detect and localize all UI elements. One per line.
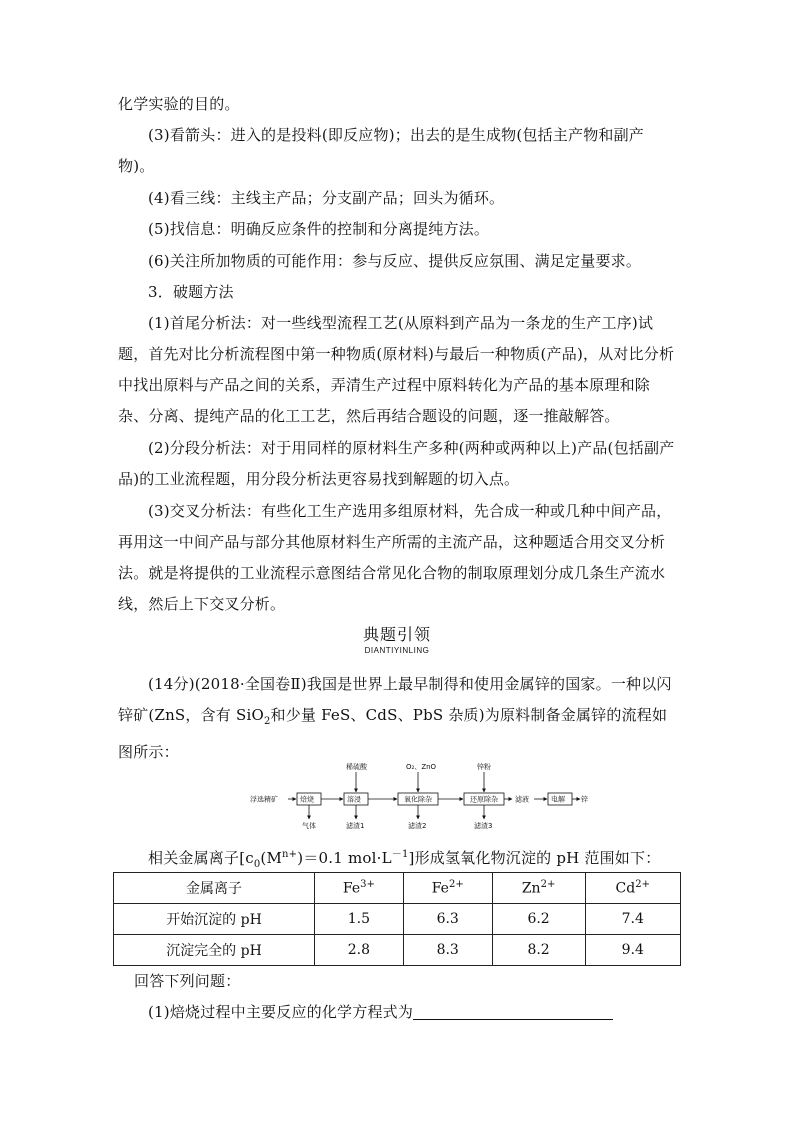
flow-input-acid: 稀硫酸: [346, 763, 367, 771]
flow-end: 锌: [581, 795, 588, 804]
flow-step-leaching: 溶浸: [347, 795, 361, 804]
paragraph-continuation: 化学实验的目的。: [118, 95, 240, 113]
table-header-cell: $Cd^{2+}$: [585, 873, 680, 904]
section-title: [0, 622, 794, 655]
table-header-row: [114, 873, 681, 904]
flow-filtrate: 滤液: [515, 795, 529, 804]
table-cell: 2.8: [315, 935, 404, 966]
table-header-cell: $Fe^{2+}$: [403, 873, 492, 904]
flowchart-svg: [250, 762, 588, 842]
table-row: [114, 935, 681, 966]
table-cell: 6.2: [492, 904, 585, 935]
flow-output-gas: 气体: [302, 822, 316, 830]
table-cell: 9.4: [585, 935, 680, 966]
paragraph-segment-method: (2)分段分析法：对于用同样的原材料生产多种(两种或两种以上)产品(包括副产品)的工业流程题，用分段分析法更容易找到解题的切入点。: [118, 439, 675, 488]
flow-step-reduction: 还原除杂: [470, 795, 498, 804]
flow-output-residue1: 滤渣1: [346, 822, 365, 830]
table-header-cell: 金属离子: [114, 873, 315, 904]
table-header-cell: $Zn^{2+}$: [492, 873, 585, 904]
paragraph-arrows: (3)看箭头：进入的是投料(即反应物)；出去的是生成物(包括主产物和副产物)。: [118, 126, 645, 175]
table-header-cell: $Fe^{3+}$: [315, 873, 404, 904]
table-cell: 开始沉淀的 pH: [114, 904, 315, 935]
table-cell: 7.4: [585, 904, 680, 935]
table-caption: 相关金属离子[$c_0(M^{n+})=0.1$ $mol\cdot L^{-1}$]形成氢氧化物沉淀的 pH 范围如下：: [148, 849, 661, 870]
flow-input-zinc-powder: 锌粉: [477, 763, 491, 771]
table-cell: 1.5: [315, 904, 404, 935]
paragraph-find-info: (5)找信息：明确反应条件的控制和分离提纯方法。: [148, 220, 490, 238]
flow-step-roasting: 焙烧: [300, 795, 314, 804]
process-flowchart: [250, 762, 588, 842]
flow-input-o2-zno: O₂、ZnO: [406, 763, 437, 771]
flow-step-oxidation: 氧化除杂: [404, 795, 432, 804]
paragraph-cross-method: (3)交叉分析法：有些化工生产选用多组原材料，先合成一种或几种中间产品，再用这一中间产品与部分其他原材料生产所需的主流产品，这种题适合用交叉分析法。就是将提供的工业流程示意图结合常见化合物的制取原理划分成几条生产流水线，然后上下交叉分析。: [118, 502, 672, 613]
table-cell: 8.2: [492, 935, 585, 966]
flow-step-electrolysis: 电解: [551, 795, 565, 804]
section-subtitle: DIANTIYINLING: [364, 646, 430, 655]
flow-output-residue2: 滤渣2: [408, 822, 427, 830]
paragraph-head-tail-method: (1)首尾分析法：对一些线型流程工艺(从原料到产品为一条龙的生产工序)试题，首先对比分析流程图中第一种物质(原材料)与最后一种物质(产品)，从对比分析中找出原料与产品之间的关系，弄清生产过程中原料转化为产品的基本原理和除杂、分离、提纯产品的化工工艺，然后再结合题设的问题，逐一推敲解答。: [118, 314, 675, 425]
flow-start: 浮选精矿: [250, 795, 278, 804]
paragraph-added-substances: (6)关注所加物质的可能作用：参与反应、提供反应氛围、满足定量要求。: [148, 252, 642, 270]
section-title-text: 典题引领: [362, 625, 431, 644]
answer-intro: 回答下列问题：: [134, 972, 241, 990]
table-cell: 6.3: [403, 904, 492, 935]
table-cell: 8.3: [403, 935, 492, 966]
table-cell: 沉淀完全的 pH: [114, 935, 315, 966]
answer-blank[interactable]: [413, 1003, 613, 1020]
flow-output-residue3: 滤渣3: [474, 822, 493, 830]
table-row: [114, 904, 681, 935]
ph-table: [113, 872, 681, 966]
question-intro: (14分)(2018·全国卷Ⅱ)我国是世界上最早制得和使用金属锌的国家。一种以闪锌矿(ZnS，含有 SiO$_2$和少量 FeS、CdS、PbS 杂质)为原料制备金属锌的流程如图所示：: [118, 675, 672, 761]
question-1: (1)焙烧过程中主要反应的化学方程式为: [118, 997, 678, 1028]
paragraph-three-lines: (4)看三线：主线主产品；分支副产品；回头为循环。: [148, 189, 505, 207]
heading-methods: 3．破题方法: [148, 283, 234, 301]
